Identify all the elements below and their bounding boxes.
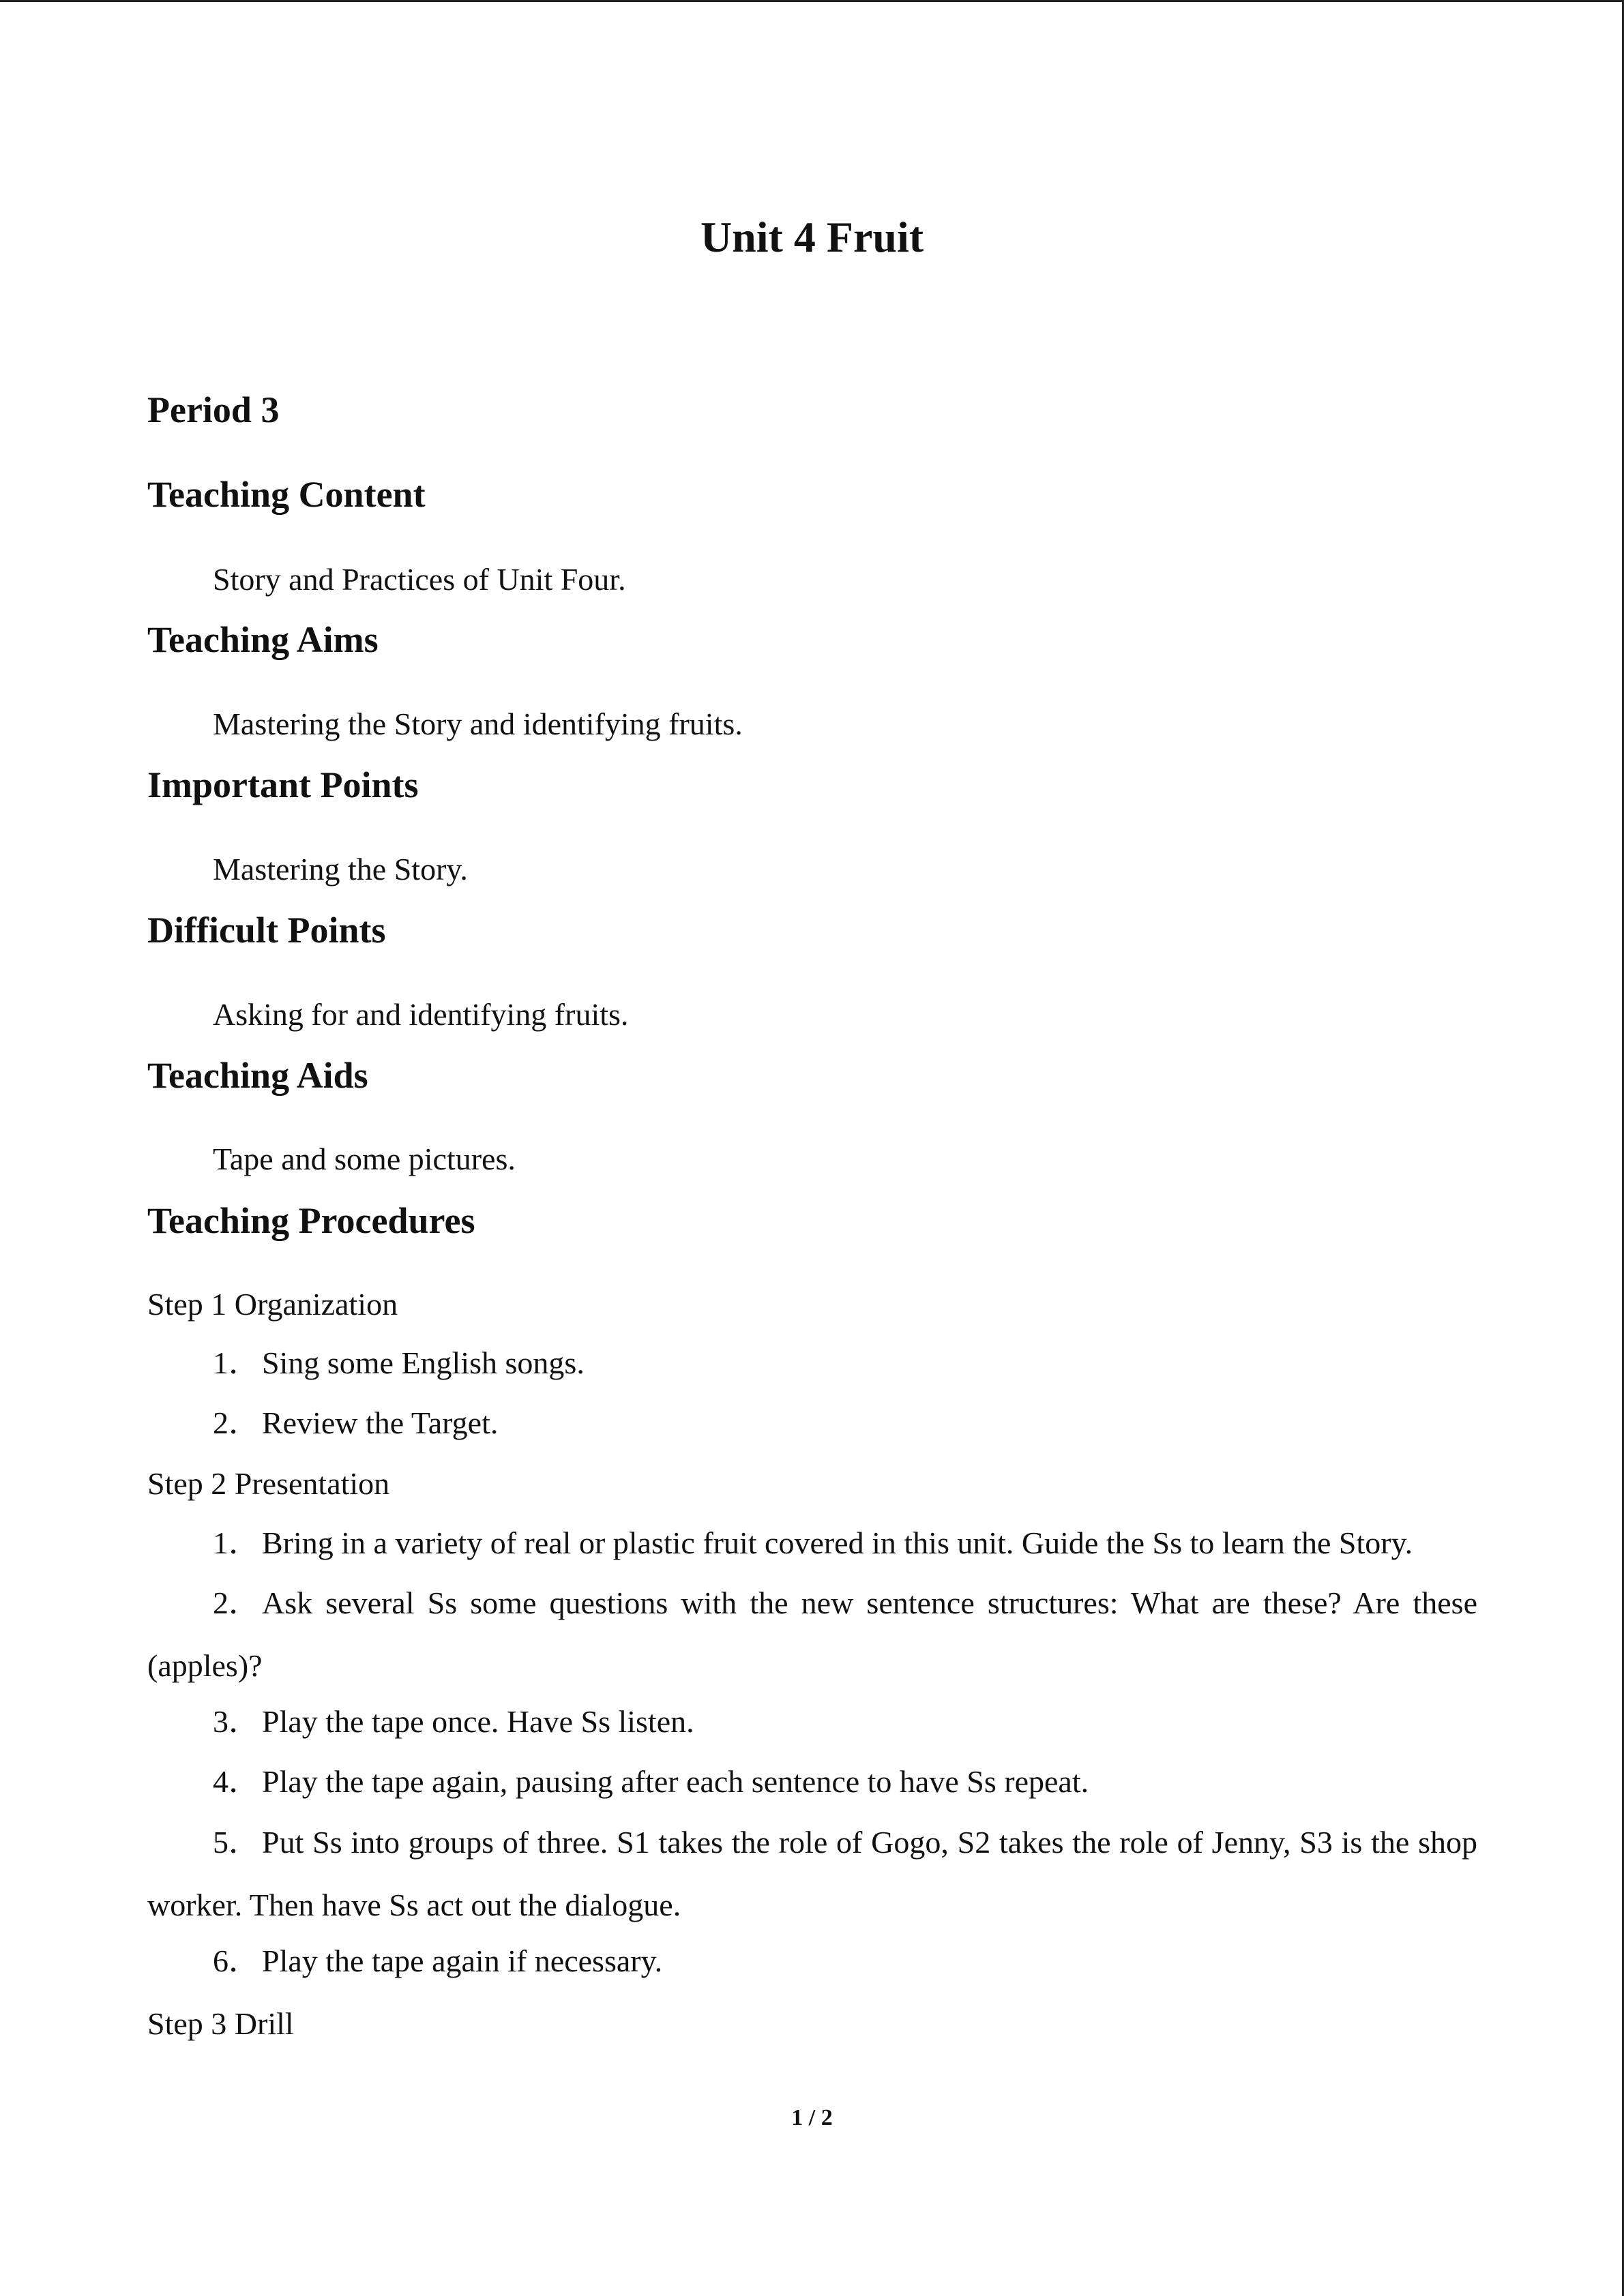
page-number: 1 / 2 bbox=[791, 2105, 833, 2130]
teaching-aims-heading: Teaching Aims bbox=[147, 619, 379, 660]
item-number: 3． bbox=[213, 1704, 260, 1739]
step-2-item-3 bbox=[213, 1701, 694, 1742]
page-top-border bbox=[0, 0, 1624, 2]
step-2-label: Step 2 Presentation bbox=[147, 1466, 390, 1501]
step-2-item-1 bbox=[213, 1523, 1413, 1564]
item-number: 2． bbox=[213, 1585, 260, 1620]
item-number: 5． bbox=[213, 1825, 260, 1860]
important-points-heading: Important Points bbox=[147, 764, 419, 805]
teaching-aids-heading: Teaching Aids bbox=[147, 1055, 368, 1096]
item-text: Put Ss into groups of three. S1 takes the role of Gogo, S2 takes the role of Jenny, S3 is the shop worker. Then have Ss act out the dialogue. bbox=[147, 1825, 1477, 1922]
step-1-item-2 bbox=[213, 1403, 498, 1444]
step-2-item-4 bbox=[213, 1761, 1089, 1802]
step-2-item-5 bbox=[147, 1811, 1477, 1937]
step-1-item-1 bbox=[213, 1343, 585, 1384]
item-text: Play the tape once. Have Ss listen. bbox=[262, 1704, 694, 1739]
item-text: Review the Target. bbox=[262, 1405, 499, 1440]
item-text: Bring in a variety of real or plastic fruit covered in this unit. Guide the Ss to learn the Story. bbox=[262, 1525, 1413, 1560]
teaching-aims-text: Mastering the Story and identifying fruits. bbox=[213, 706, 743, 741]
step-2-item-2 bbox=[147, 1572, 1477, 1697]
period-heading: Period 3 bbox=[147, 389, 280, 430]
item-text: Play the tape again if necessary. bbox=[262, 1943, 663, 1978]
item-number: 6． bbox=[213, 1943, 260, 1978]
step-3-label: Step 3 Drill bbox=[147, 2006, 294, 2041]
item-text: Ask several Ss some questions with the new sentence structures: What are these? Are these (apples)? bbox=[147, 1585, 1477, 1683]
item-number: 1． bbox=[213, 1525, 260, 1560]
document-title: Unit 4 Fruit bbox=[700, 213, 924, 261]
item-text: Play the tape again, pausing after each sentence to have Ss repeat. bbox=[262, 1764, 1089, 1799]
item-text: Sing some English songs. bbox=[262, 1345, 585, 1380]
item-number: 1． bbox=[213, 1345, 260, 1380]
difficult-points-text: Asking for and identifying fruits. bbox=[213, 997, 629, 1032]
step-2-item-6 bbox=[213, 1941, 662, 1982]
teaching-content-heading: Teaching Content bbox=[147, 474, 426, 515]
teaching-procedures-heading: Teaching Procedures bbox=[147, 1200, 475, 1241]
step-1-label: Step 1 Organization bbox=[147, 1287, 398, 1322]
difficult-points-heading: Difficult Points bbox=[147, 910, 386, 951]
item-number: 4． bbox=[213, 1764, 260, 1799]
item-number: 2． bbox=[213, 1405, 260, 1440]
important-points-text: Mastering the Story. bbox=[213, 852, 468, 886]
teaching-aids-text: Tape and some pictures. bbox=[213, 1142, 516, 1176]
teaching-content-text: Story and Practices of Unit Four. bbox=[213, 562, 626, 597]
